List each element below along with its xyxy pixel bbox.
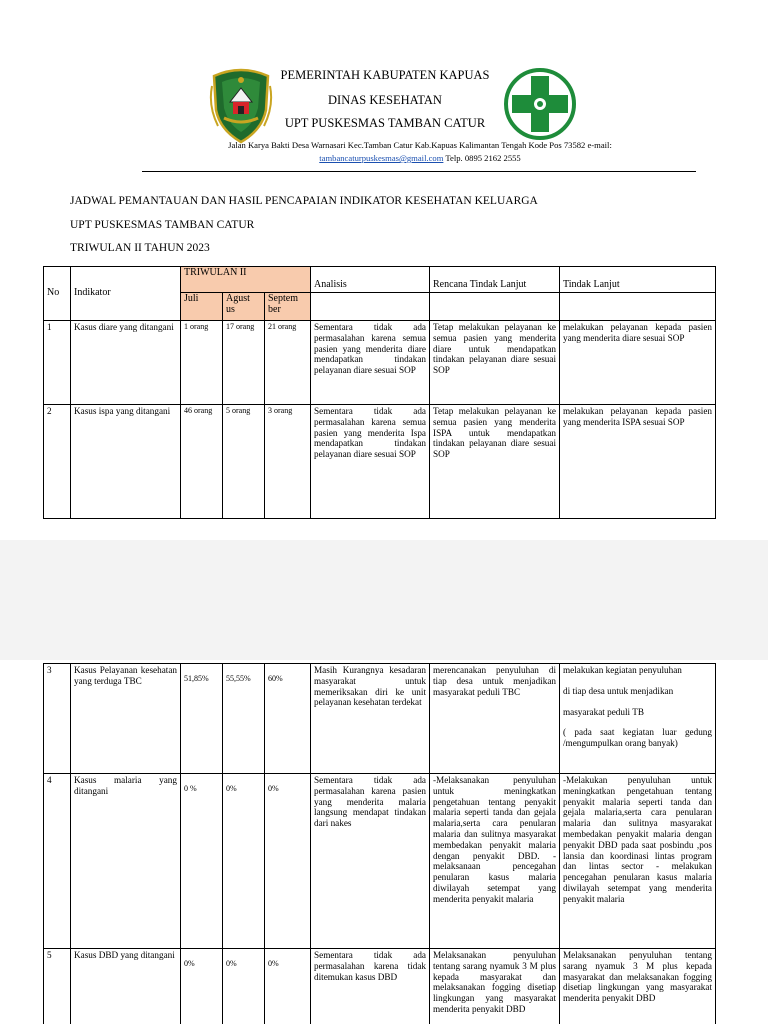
letterhead-address xyxy=(150,139,690,165)
tindak-line: di tiap desa untuk menjadikan xyxy=(563,685,674,696)
page-gap xyxy=(0,540,768,660)
row-juli: 0 % xyxy=(181,774,223,949)
header-indikator: Indikator xyxy=(71,267,181,321)
row-rencana: -Melaksanakan penyuluhan untuk meningkatkan pengetahuan tentang penyakit malaria seperti tanda dan gejala malaria,serta cara penularan malaria dan sulitnya masyarakat membedakan penyakit malaria dengan penyakit DBD. -melaksanaan pencegahan penularan kasus malaria diwilayah setempat yang menderita penyakit malaria xyxy=(430,774,560,949)
header-september: Septem ber xyxy=(265,293,311,321)
document-subtitle-period: TRIWULAN II TAHUN 2023 xyxy=(70,242,210,254)
row-no: 3 xyxy=(44,664,71,774)
puskesmas-cross-logo-icon xyxy=(504,66,576,142)
letterhead-government: PEMERINTAH KABUPATEN KAPUAS xyxy=(280,68,490,82)
row-analisis: Sementara tidak ada permasalahan karena semua pasien yang menderita Ispa mendapatkan tindakan pelayanan diare sesuai SOP xyxy=(311,405,430,519)
indicator-table-part-2 xyxy=(43,663,716,1024)
empty-cell xyxy=(311,293,430,321)
table-row xyxy=(44,321,716,405)
table-row xyxy=(44,664,716,774)
header-triwulan: TRIWULAN II xyxy=(181,267,311,293)
empty-cell xyxy=(560,293,716,321)
indicator-table-part-1 xyxy=(43,266,716,519)
row-indikator: Kasus DBD yang ditangani xyxy=(71,949,181,1024)
header-rencana: Rencana Tindak Lanjut xyxy=(430,267,560,293)
row-no: 1 xyxy=(44,321,71,405)
letterhead-divider xyxy=(142,171,696,172)
header-analisis: Analisis xyxy=(311,267,430,293)
header-agustus: Agust us xyxy=(223,293,265,321)
row-no: 2 xyxy=(44,405,71,519)
phone-text: Telp. 0895 2162 2555 xyxy=(443,153,521,163)
row-indikator: Kasus Pelayanan kesehatan yang terduga TBC xyxy=(71,664,181,774)
table-row xyxy=(44,774,716,949)
row-agustus: 0% xyxy=(223,774,265,949)
letterhead-agency: DINAS KESEHATAN xyxy=(328,93,442,107)
empty-cell xyxy=(430,293,560,321)
row-agustus: 0% xyxy=(223,949,265,1024)
row-tindak-lanjut xyxy=(560,664,716,774)
row-tindak-lanjut: Melaksanakan penyuluhan tentang sarang nyamuk 3 M plus kepada masyarakat dan melaksanakan fogging disetiap lingkungan yang masyarakat menderita penyakit DBD xyxy=(560,949,716,1024)
row-no: 5 xyxy=(44,949,71,1024)
row-september: 0% xyxy=(265,949,311,1024)
row-analisis: Sementara tidak ada permasalahan karena semua pasien yang menderita diare mendapatkan tindakan pelayanan diare sesuai SOP xyxy=(311,321,430,405)
row-rencana: Melaksanakan penyuluhan tentang sarang nyamuk 3 M plus kepada masyarakat dan melaksanakan fogging disetiap lingkungan yang masyarakat menderita penyakit DBD xyxy=(430,949,560,1024)
header-juli: Juli xyxy=(181,293,223,321)
row-rencana: merencanakan penyuluhan di tiap desa untuk menjadikan masyarakat peduli TBC xyxy=(430,664,560,774)
row-analisis: Sementara tidak ada permasalahan karena tidak ditemukan kasus DBD xyxy=(311,949,430,1024)
table-row xyxy=(44,949,716,1024)
row-indikator: Kasus ispa yang ditangani xyxy=(71,405,181,519)
row-september: 3 orang xyxy=(265,405,311,519)
table-header-row xyxy=(44,267,716,293)
row-tindak-lanjut: melakukan pelayanan kepada pasien yang menderita ISPA sesuai SOP xyxy=(560,405,716,519)
address-text: Jalan Karya Bakti Desa Warnasari Kec.Tamban Catur Kab.Kapuas Kalimantan Tengah Kode Pos 73582 e-mail: xyxy=(228,140,612,150)
row-september: 60% xyxy=(265,664,311,774)
row-rencana: Tetap melakukan pelayanan ke semua pasien yang menderita ISPA untuk mendapatkan tindakan pelayanan diare sesuai SOP xyxy=(430,405,560,519)
row-indikator: Kasus diare yang ditangani xyxy=(71,321,181,405)
row-juli: 0% xyxy=(181,949,223,1024)
row-juli: 1 orang xyxy=(181,321,223,405)
row-september: 0% xyxy=(265,774,311,949)
row-agustus: 55,55% xyxy=(223,664,265,774)
tindak-line: masyarakat peduli TB xyxy=(563,706,644,717)
document-subtitle-unit: UPT PUSKESMAS TAMBAN CATUR xyxy=(70,219,255,231)
document-page-2 xyxy=(0,660,768,1024)
document-title: JADWAL PEMANTAUAN DAN HASIL PENCAPAIAN INDIKATOR KESEHATAN KELUARGA xyxy=(70,195,538,207)
tindak-line: melakukan kegiatan penyuluhan xyxy=(563,665,682,675)
row-no: 4 xyxy=(44,774,71,949)
row-rencana: Tetap melakukan pelayanan ke semua pasien yang menderita diare untuk mendapatkan tindakan pelayanan diare sesuai SOP xyxy=(430,321,560,405)
header-tindak-lanjut: Tindak Lanjut xyxy=(560,267,716,293)
header-no: No xyxy=(44,267,71,321)
row-september: 21 orang xyxy=(265,321,311,405)
email-link[interactable]: tambancaturpuskesmas@gmail.com xyxy=(319,153,444,163)
row-indikator: Kasus malaria yang ditangani xyxy=(71,774,181,949)
letterhead-unit: UPT PUSKESMAS TAMBAN CATUR xyxy=(284,116,486,130)
row-tindak-lanjut: melakukan pelayanan kepada pasien yang menderita diare sesuai SOP xyxy=(560,321,716,405)
table-row xyxy=(44,405,716,519)
row-juli: 51,85% xyxy=(181,664,223,774)
tindak-line: ( pada saat kegiatan luar gedung /mengumpulkan orang banyak) xyxy=(563,727,712,749)
row-analisis: Masih Kurangnya kesadaran masyarakat untuk memeriksakan diri ke unit pelayanan kesehatan terdekat xyxy=(311,664,430,774)
row-juli: 46 orang xyxy=(181,405,223,519)
row-agustus: 17 orang xyxy=(223,321,265,405)
row-agustus: 5 orang xyxy=(223,405,265,519)
row-tindak-lanjut: -Melakukan penyuluhan untuk meningkatkan pengetahuan tentang penyakit malaria seperti tanda dan gejala malaria,serta cara penularan malaria dan sulitnya masyarakat membedakan penyakit malaria dengan penyakit DBD pada saat posbindu ,pos lansia dan koordinasi lintas program dan lintas sector - melakukan pencegahan penularan kasus malaria diwilayah setempat yang menderita penyakit malaria xyxy=(560,774,716,949)
row-analisis: Sementara tidak ada permasalahan karena pasien yang menderita malaria langsung mendapat tindakan dari nakes xyxy=(311,774,430,949)
